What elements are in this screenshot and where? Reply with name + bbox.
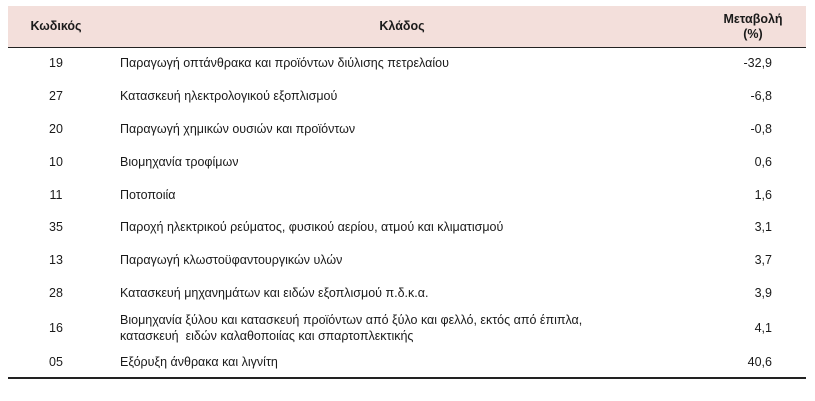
row-sector-line1: Βιομηχανία ξύλου και κατασκευή προϊόντων από ξύλο και φελλό, εκτός από έπιπλα, (120, 313, 583, 328)
row-sector: Κατασκευή ηλεκτρολογικού εξοπλισμού (120, 89, 338, 104)
row-code: 13 (49, 253, 63, 268)
sector-change-table-container (8, 6, 806, 379)
row-sector: Βιομηχανία τροφίμων (120, 154, 239, 169)
table-row (8, 80, 806, 113)
row-code: 20 (49, 121, 63, 136)
row-change: -0,8 (750, 121, 772, 136)
row-change: 40,6 (700, 347, 806, 378)
row-sector: Παροχή ηλεκτρικού ρεύματος, φυσικού αερίου, ατμού και κλιματισμού (120, 220, 504, 235)
row-change: 3,1 (754, 220, 772, 235)
row-code: 05 (8, 347, 104, 378)
row-code: 35 (49, 220, 63, 235)
row-change: 3,9 (754, 285, 772, 300)
table-row (8, 347, 806, 378)
row-code: 11 (49, 187, 63, 202)
table-row (8, 309, 806, 347)
sector-change-table (8, 6, 806, 379)
header-sector: Κλάδος (379, 19, 425, 33)
header-change-line2: (%) (743, 26, 763, 41)
row-sector: Ποτοποιία (120, 187, 176, 202)
row-code: 27 (49, 89, 63, 104)
row-sector: Κατασκευή μηχανημάτων και ειδών εξοπλισμού π.δ.κ.α. (120, 285, 429, 300)
header-change (700, 6, 806, 47)
row-change: -32,9 (743, 56, 772, 71)
row-code: 16 (49, 321, 63, 336)
header-row (8, 6, 806, 47)
table-row (8, 277, 806, 310)
row-change: 1,6 (754, 187, 772, 202)
table-row (8, 178, 806, 211)
row-sector: Εξόρυξη άνθρακα και λιγνίτη (104, 347, 700, 378)
table-header (8, 6, 806, 47)
header-change-line1: Μεταβολή (723, 11, 783, 26)
table-row (8, 244, 806, 277)
row-sector: Παραγωγή χημικών ουσιών και προϊόντων (120, 121, 356, 136)
header-code: Κωδικός (30, 19, 82, 33)
row-code: 28 (49, 285, 63, 300)
row-sector-line2: κατασκευή ειδών καλαθοποιίας και σπαρτοπλεκτικής (120, 329, 414, 344)
table-row (8, 113, 806, 146)
table-row (8, 47, 806, 80)
row-sector: Παραγωγή οπτάνθρακα και προϊόντων διύλισης πετρελαίου (120, 56, 449, 71)
row-code: 19 (49, 56, 63, 71)
table-row (8, 145, 806, 178)
row-change: 0,6 (754, 154, 772, 169)
table-row (8, 211, 806, 244)
row-code: 10 (49, 154, 63, 169)
row-change: -6,8 (750, 89, 772, 104)
row-change: 4,1 (754, 321, 772, 336)
table-body (8, 47, 806, 378)
row-sector: Παραγωγή κλωστοϋφαντουργικών υλών (120, 253, 343, 268)
row-change: 3,7 (754, 253, 772, 268)
header-divider (8, 47, 806, 48)
row-sector (104, 309, 700, 347)
